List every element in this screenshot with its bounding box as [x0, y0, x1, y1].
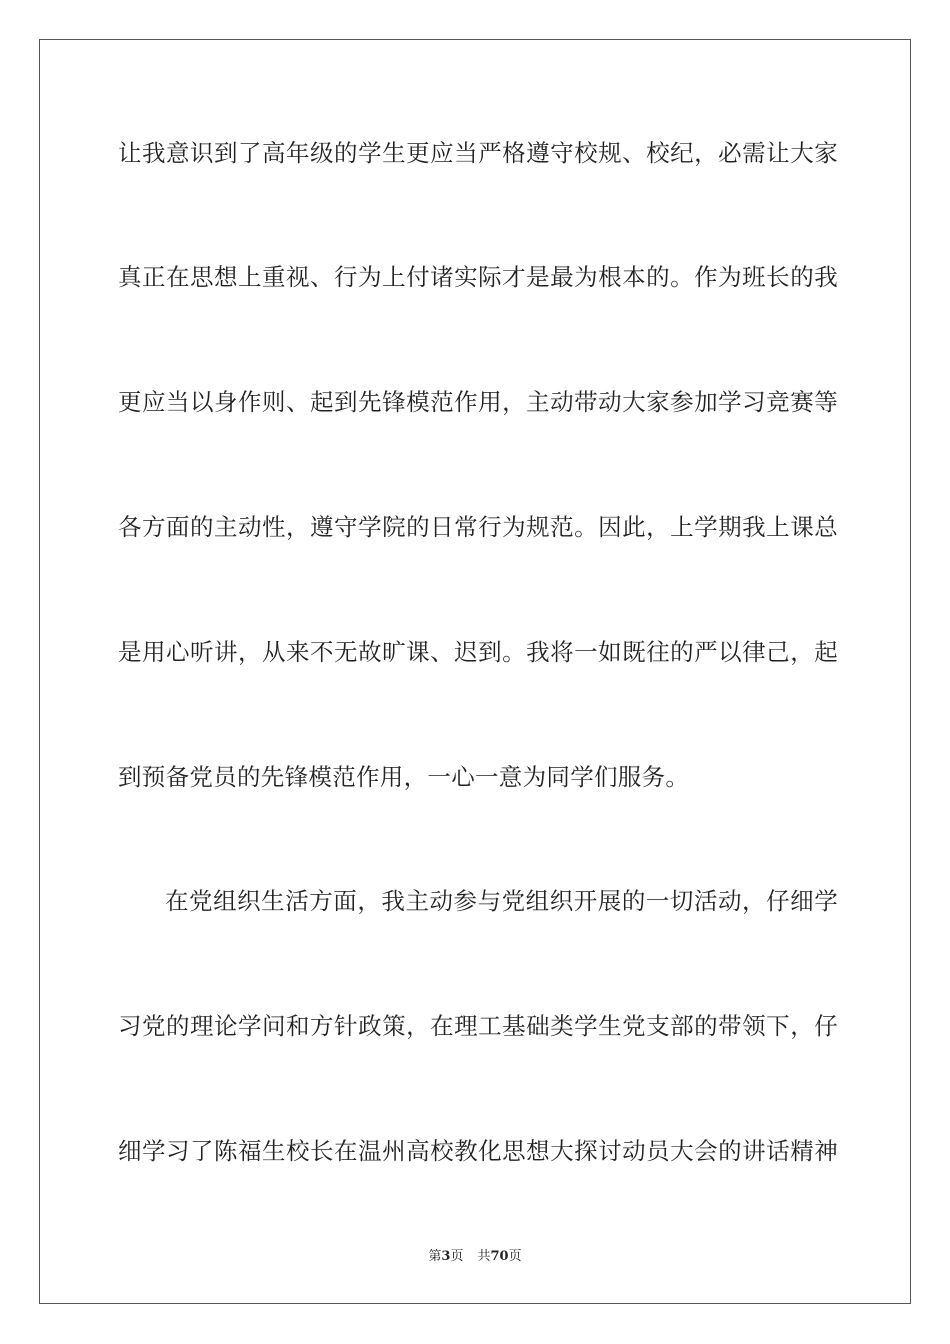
- page-prefix: 第: [428, 1249, 442, 1264]
- paragraph-line-6: 到预备党员的先锋模范作用，一心一意为同学们服务。: [118, 763, 690, 791]
- total-prefix: 共: [477, 1249, 491, 1264]
- paragraph-line-8: 习党的理论学问和方针政策，在理工基础类学生党支部的带领下，仔: [118, 1012, 838, 1040]
- paragraph-line-9: 细学习了陈福生校长在温州高校教化思想大探讨动员大会的讲话精神: [118, 1137, 838, 1165]
- paragraph-line-7: 在党组织生活方面，我主动参与党组织开展的一切活动，仔细学: [165, 887, 838, 915]
- total-pages: 70: [490, 1249, 509, 1264]
- page-suffix: 页: [450, 1249, 464, 1264]
- paragraph-line-3: 更应当以身作则、起到先锋模范作用，主动带动大家参加学习竞赛等: [118, 388, 838, 416]
- paragraph-line-2: 真正在思想上重视、行为上付诸实际才是最为根本的。作为班长的我: [118, 263, 838, 291]
- paragraph-line-4: 各方面的主动性，遵守学院的日常行为规范。因此，上学期我上课总: [118, 513, 838, 541]
- page-border: [39, 39, 911, 1304]
- paragraph-line-5: 是用心听讲，从来不无故旷课、迟到。我将一如既往的严以律己，起: [118, 638, 838, 666]
- page-footer: [0, 1248, 950, 1266]
- page-number: 3: [441, 1249, 451, 1264]
- total-suffix: 页: [508, 1249, 522, 1264]
- paragraph-line-1: 让我意识到了高年级的学生更应当严格遵守校规、校纪，必需让大家: [118, 139, 838, 167]
